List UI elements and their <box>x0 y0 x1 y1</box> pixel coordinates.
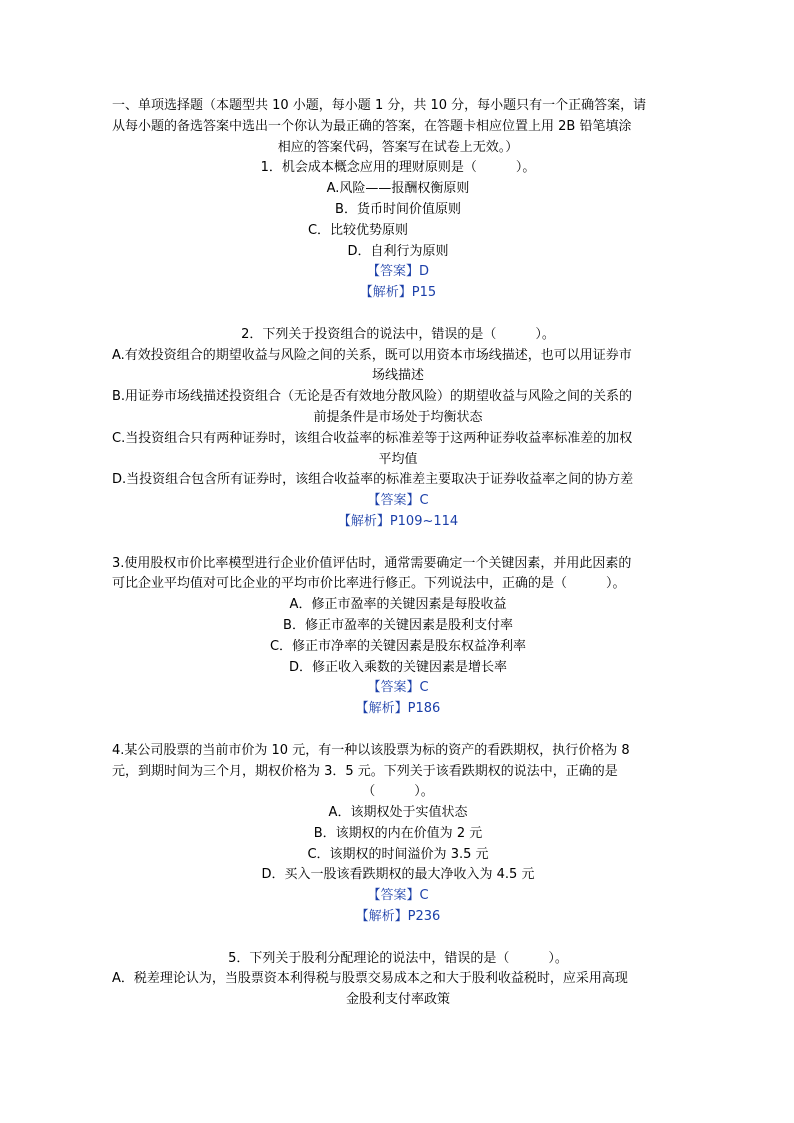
question-5 <box>112 949 684 1011</box>
option-b-cont: 前提条件是市场处于均衡状态 <box>313 409 483 425</box>
spacer <box>112 928 684 949</box>
option-d: D．修正收入乘数的关键因素是增长率 <box>288 659 507 675</box>
question-2 <box>112 325 684 533</box>
option-c: C.当投资组合只有两种证券时，该组合收益率的标准差等于这两种证券收益率标准差的加权 <box>112 430 633 446</box>
option-a: A.风险——报酬权衡原则 <box>326 181 470 197</box>
option-b: B.用证券市场线描述投资组合（无论是否有效地分散风险）的期望收益与风险之间的关系的 <box>112 389 633 405</box>
question-1 <box>112 158 684 304</box>
question-stem: 5．下列关于股利分配理论的说法中，错误的是（ ）。 <box>228 950 568 966</box>
analysis-label: 【解析】P186 <box>355 701 441 717</box>
exam-page <box>112 96 684 1011</box>
option-c: C．该期权的时间溢价为 3.5 元 <box>307 846 489 862</box>
question-stem: 4.某公司股票的当前市价为 10 元，有一种以该股票为标的资产的看跌期权，执行价格为 8 <box>112 742 630 758</box>
section-instructions <box>112 96 684 158</box>
option-a: A.有效投资组合的期望收益与风险之间的关系，既可以用资本市场线描述，也可以用证券市 <box>112 347 632 363</box>
question-stem-cont: 元，到期时间为三个月，期权价格为 3．5 元。下列关于该看跌期权的说法中，正确的是 <box>112 763 618 779</box>
option-d: D.当投资组合包含所有证券时，该组合收益率的标准差主要取决于证券收益率之间的协方差 <box>112 472 634 488</box>
instructions-line: 相应的答案代码，答案写在试卷上无效。） <box>277 139 519 155</box>
question-stem: 1．机会成本概念应用的理财原则是（ ）。 <box>260 160 536 176</box>
option-d: D．自利行为原则 <box>347 243 449 259</box>
answer-label: 【答案】D <box>366 264 429 280</box>
analysis-label: 【解析】P236 <box>355 909 441 925</box>
option-b: B．货币时间价值原则 <box>335 201 461 217</box>
question-4 <box>112 741 684 928</box>
answer-label: 【答案】C <box>367 680 429 696</box>
spacer <box>112 720 684 741</box>
question-stem-cont: 可比企业平均值对可比企业的平均市价比率进行修正。下列说法中，正确的是（ ）。 <box>112 576 626 592</box>
option-b: B．修正市盈率的关键因素是股利支付率 <box>283 617 513 633</box>
option-d: D．买入一股该看跌期权的最大净收入为 4.5 元 <box>261 867 535 883</box>
option-b: B．该期权的内在价值为 2 元 <box>313 825 483 841</box>
spacer <box>112 533 684 554</box>
option-c: C．比较优势原则 <box>307 222 409 238</box>
option-a: A．修正市盈率的关键因素是每股收益 <box>289 597 507 613</box>
option-a: A．该期权处于实值状态 <box>328 805 468 821</box>
option-c: C．修正市净率的关键因素是股东权益净利率 <box>269 638 527 654</box>
question-3 <box>112 554 684 720</box>
option-c-cont: 平均值 <box>378 451 418 467</box>
answer-label: 【答案】C <box>367 493 429 509</box>
spacer <box>112 304 684 325</box>
analysis-label: 【解析】P109~114 <box>337 513 459 529</box>
question-stem: 2．下列关于投资组合的说法中，错误的是（ ）。 <box>241 326 555 342</box>
instructions-line: 从每小题的备选答案中选出一个你认为最正确的答案，在答题卡相应位置上用 2B 铅笔填涂 <box>112 118 632 134</box>
answer-label: 【答案】C <box>367 888 429 904</box>
question-stem: 3.使用股权市价比率模型进行企业价值评估时，通常需要确定一个关键因素，并用此因素的 <box>112 555 632 571</box>
option-a: A．税差理论认为，当股票资本利得税与股票交易成本之和大于股利收益税时，应采用高现 <box>112 971 628 987</box>
question-stem-cont: （ ）。 <box>362 784 434 800</box>
analysis-label: 【解析】P15 <box>359 285 437 301</box>
option-a-cont: 场线描述 <box>371 368 424 384</box>
instructions-line: 一、单项选择题（本题型共 10 小题，每小题 1 分，共 10 分，每小题只有一个正确答案，请 <box>112 98 647 113</box>
option-a-cont: 金股利支付率政策 <box>345 992 450 1008</box>
